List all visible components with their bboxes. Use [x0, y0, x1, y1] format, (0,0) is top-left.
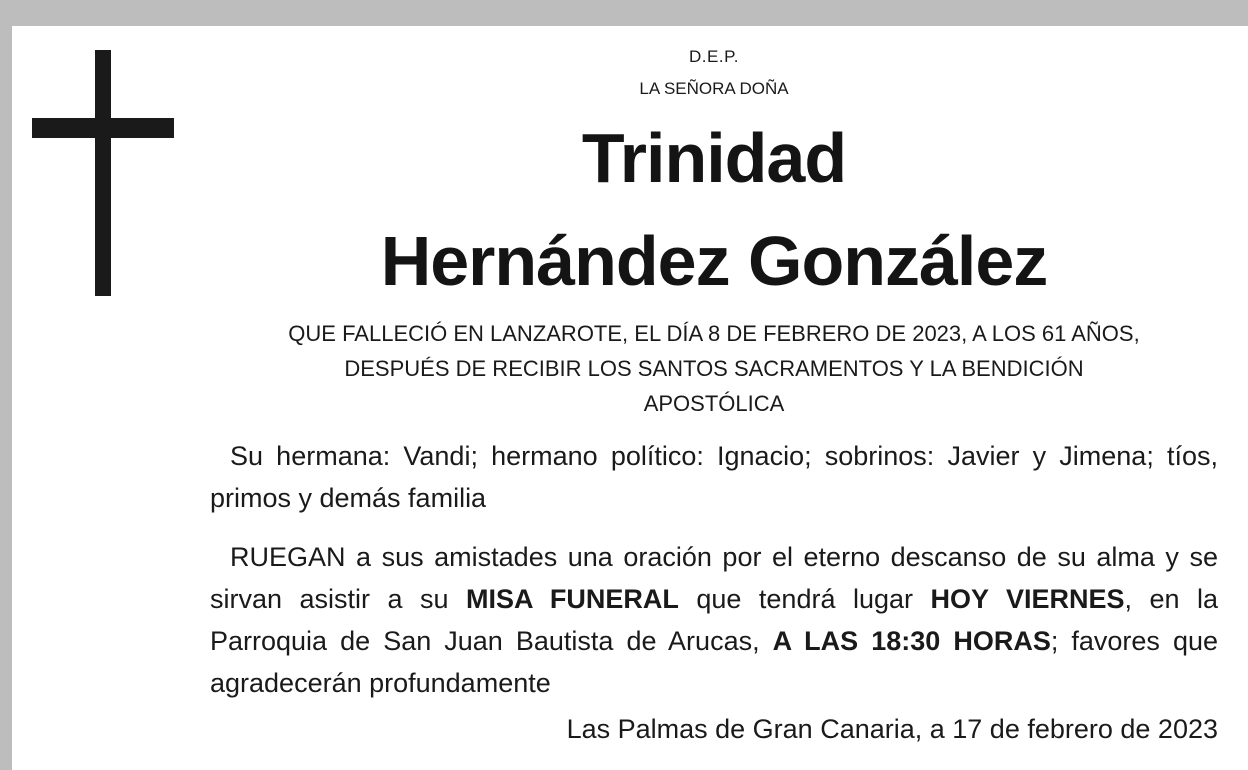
deceased-first-name: Trinidad: [581, 119, 847, 197]
request-text-3: , en la Parroquia de San Juan Bautista de Arucas,: [210, 584, 1218, 656]
request-mass-label: MISA FUNERAL: [465, 584, 679, 614]
request-time: A LAS 18:30 HORAS: [772, 626, 1051, 656]
request-text-2: que tendrá lugar: [678, 584, 931, 614]
family-paragraph: Su hermana: Vandi; hermano político: Ignacio; sobrinos: Javier y Jimena; tíos, primos y demás familia: [210, 441, 1218, 513]
dep-heading: D.E.P.: [689, 47, 739, 66]
death-notice-line-1: QUE FALLECIÓ EN LANZAROTE, EL DÍA 8 DE FEBRERO DE 2023, A LOS 61 AÑOS,: [288, 321, 1140, 346]
request-paragraph: [210, 536, 1218, 704]
cross-horizontal: [32, 118, 174, 138]
request-text-1: RUEGAN a sus amistades una oración por el eterno descanso de su alma y se sirvan asistir a su: [210, 542, 1218, 614]
death-notice: [210, 316, 1218, 421]
signature-place-date: Las Palmas de Gran Canaria, a 17 de febrero de 2023: [566, 714, 1218, 744]
death-notice-line-3: APOSTÓLICA: [643, 391, 785, 416]
left-border: [0, 0, 12, 770]
death-notice-line-2: DESPUÉS DE RECIBIR LOS SANTOS SACRAMENTOS Y LA BENDICIÓN: [344, 356, 1084, 381]
request-text-4: ; favores que agradecerán profundamente: [210, 626, 1219, 698]
request-day: HOY VIERNES: [930, 584, 1125, 614]
cross-vertical: [95, 50, 111, 296]
top-border: [0, 0, 1248, 26]
title-line: LA SEÑORA DOÑA: [639, 79, 789, 98]
deceased-surnames: Hernández González: [380, 222, 1048, 300]
